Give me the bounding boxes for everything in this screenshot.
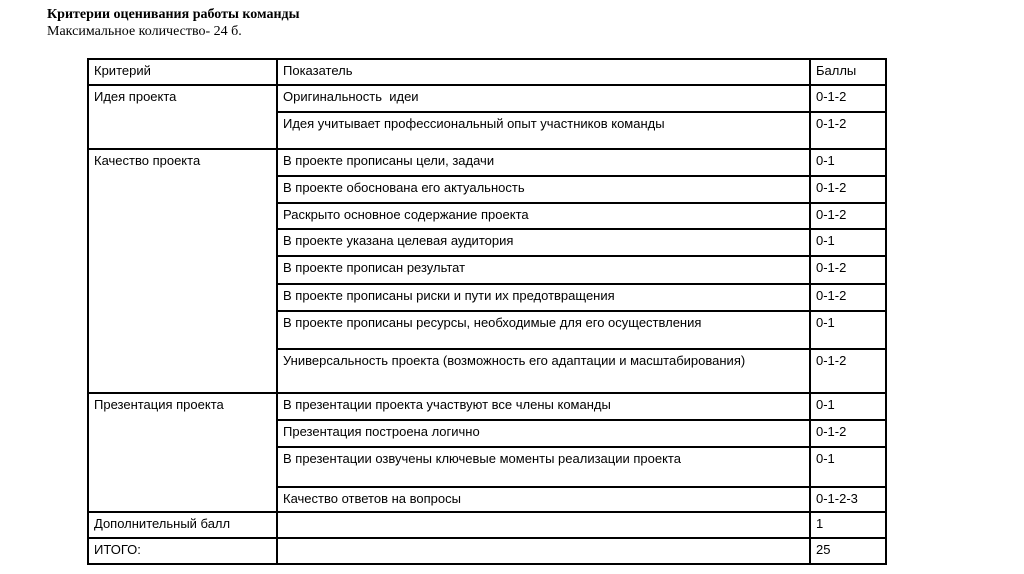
points-cell: 25 <box>810 538 886 564</box>
points-cell: 0-1-2 <box>810 256 886 284</box>
points-cell: 0-1 <box>810 393 886 420</box>
table-row <box>88 393 886 420</box>
table-row <box>88 149 886 176</box>
points-cell: 0-1-2 <box>810 284 886 311</box>
points-cell: 0-1-2 <box>810 85 886 112</box>
table-header-row <box>88 59 886 85</box>
indicator-cell: В проекте прописан результат <box>277 256 810 284</box>
table-row <box>88 512 886 538</box>
page-title: Критерии оценивания работы команды <box>47 7 300 22</box>
criterion-cell: Идея проекта <box>88 85 277 149</box>
indicator-cell: В проекте обоснована его актуальность <box>277 176 810 203</box>
indicator-cell: В проекте прописаны риски и пути их предотвращения <box>277 284 810 311</box>
points-cell: 0-1-2 <box>810 203 886 229</box>
criterion-cell: ИТОГО: <box>88 538 277 564</box>
table-row <box>88 538 886 564</box>
points-cell: 0-1 <box>810 229 886 256</box>
indicator-cell <box>277 512 810 538</box>
points-cell: 0-1-2 <box>810 349 886 393</box>
points-cell: 0-1-2 <box>810 176 886 203</box>
criterion-cell: Презентация проекта <box>88 393 277 512</box>
column-header-criterion: Критерий <box>88 59 277 85</box>
points-cell: 0-1-2 <box>810 420 886 447</box>
criterion-cell: Качество проекта <box>88 149 277 393</box>
indicator-cell: Раскрыто основное содержание проекта <box>277 203 810 229</box>
points-cell: 0-1 <box>810 447 886 487</box>
points-cell: 1 <box>810 512 886 538</box>
table-row <box>88 85 886 112</box>
indicator-cell: Идея учитывает профессиональный опыт участников команды <box>277 112 810 149</box>
indicator-cell: В проекте указана целевая аудитория <box>277 229 810 256</box>
points-cell: 0-1-2 <box>810 112 886 149</box>
indicator-cell: Универсальность проекта (возможность его адаптации и масштабирования) <box>277 349 810 393</box>
indicator-cell: Презентация построена логично <box>277 420 810 447</box>
indicator-cell: В презентации озвучены ключевые моменты реализации проекта <box>277 447 810 487</box>
indicator-cell: Оригинальность идеи <box>277 85 810 112</box>
criteria-table <box>87 58 887 565</box>
indicator-cell: В проекте прописаны ресурсы, необходимые для его осуществления <box>277 311 810 349</box>
indicator-cell: В проекте прописаны цели, задачи <box>277 149 810 176</box>
points-cell: 0-1-2-3 <box>810 487 886 512</box>
criterion-cell: Дополнительный балл <box>88 512 277 538</box>
indicator-cell: В презентации проекта участвуют все члены команды <box>277 393 810 420</box>
indicator-cell <box>277 538 810 564</box>
points-cell: 0-1 <box>810 311 886 349</box>
page-subtitle: Максимальное количество- 24 б. <box>47 24 242 39</box>
points-cell: 0-1 <box>810 149 886 176</box>
column-header-indicator: Показатель <box>277 59 810 85</box>
column-header-points: Баллы <box>810 59 886 85</box>
indicator-cell: Качество ответов на вопросы <box>277 487 810 512</box>
document-header <box>47 6 300 40</box>
